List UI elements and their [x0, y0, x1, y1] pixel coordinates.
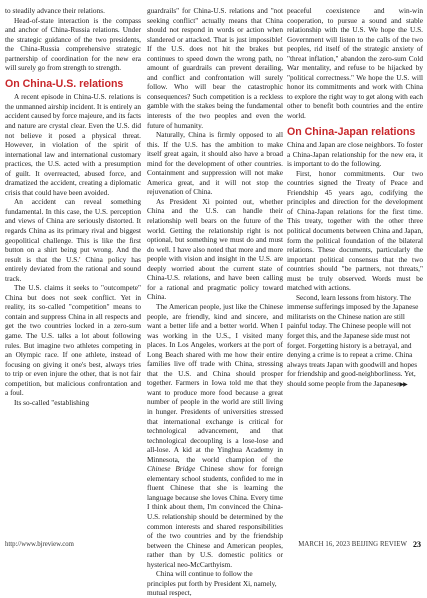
article-column-2 [147, 6, 283, 598]
paragraph: A recent episode in China-U.S. relations is the unmanned airship incident. It is entirely an accident caused by force majeure, and its facts and nature are crystal clear. Even the U.S. did not believe it posed a physical threat. However, in violation of the spirit of international law and international customary practices, the U.S. acted with a presumption of guilt. It overreacted, abused force, and dramatized the accident, creating a diplomatic crisis that could have been avoided. [5, 92, 141, 197]
page-number: 23 [413, 540, 421, 549]
paragraph-text: Second, learn lessons from history. The immense sufferings imposed by the Japanese militarists on the Chinese nation are still painful today. The Chinese people will not forget this, and the Japanese side must not forget. Forgetting history is a betrayal, and denying a crime is to repeat a crime. China always treats Japan with goodwill and hopes for friendship and good-neighborliness. Yet, should some people from the Japanese [287, 292, 419, 388]
paragraph: Head-of-state interaction is the compass and anchor of China-Russia relations. Under the strategic guidance of the two presidents, the China-Russia comprehensive strategic partnership of coordination for the new era will surely go from strength to strength. [5, 15, 141, 73]
paragraph [287, 293, 423, 390]
section-heading-china-japan: On China-Japan relations [287, 125, 416, 138]
paragraph [147, 302, 283, 569]
paragraph: Naturally, China is firmly opposed to all this. If the U.S. has the ambition to make itself great again, it should also have a broad mind for the development of other countries. Containment and suppression will not make America great, and it will not stop the rejuvenation of China. [147, 130, 283, 197]
article-column-3 [287, 6, 423, 530]
show-title: Chinese Bridge [147, 464, 196, 474]
paragraph: First, honor commitments. Our two countries signed the Treaty of Peace and Friendship 45 years ago, codifying the principles and direction for the development of China-Japan relations for the first time. This treaty, together with the other three political documents between China and Japan, form the political foundation of the bilateral relations. These documents, particularly the important political consensus that the two countries should "be partners, not threats," must be truly observed. Words must be matched with actions. [287, 168, 423, 293]
footer-url: http://www.bjreview.com [5, 541, 74, 548]
paragraph: peaceful coexistence and win-win cooperation, to pursue a sound and stable relationship with the U.S. We hope the U.S. Government will listen to the calls of the two peoples, rid itself of the strategic anxiety of "threat inflation," abandon the zero-sum Cold War mentality, and refuse to be hijacked by "political correctness." We hope the U.S. will honor its commitments and work with China to explore the right way to get along with each other to benefit both countries and the entire world. [287, 6, 423, 121]
paragraph: to steadily advance their relations. [5, 6, 105, 15]
paragraph-text: The American people, just like the Chinese people, are friendly, kind and sincere, and want a better life and a better world. When I was working in the U.S., I visited many places. In Los Angeles, workers at the port of Long Beach shared with me how their entire families live off trade with China, stressing that the U.S. and China should prosper together. Farmers in Iowa told me that they want to produce more food because a great number of people in the world are still living in hunger. Presidents of universities stressed that international exchange is critical for technological advancement, and that technological decoupling is a lose-lose and all-lose. A kid at the Yinghua Academy in Minnesota, the world champion of the [147, 301, 283, 464]
article-column-1 [5, 6, 141, 530]
paragraph: China and Japan are close neighbors. To foster a China-Japan relationship for the new era, it is important to do the following. [287, 140, 423, 169]
paragraph: As President Xi pointed out, whether China and the U.S. can handle their relationship well bears on the future of the world. Getting the relationship right is not optional, but something we must do and must do well. I have also noted that more and more people with vision and insight in the U.S. are deeply worried about the current state of China-U.S. relations, and have been calling for a rational and pragmatic policy toward China. [147, 196, 283, 302]
page-footer [5, 538, 421, 552]
paragraph: The U.S. claims it seeks to "outcompete" China but does not seek conflict. Yet in reality, its so-called "competition" means to contain and suppress China in all respects and get the two countries locked in a zero-sum game. The U.S. talks a lot about following rules. But imagine two athletes competing in an Olympic race. If one athlete, instead of focusing on giving it one's best, always tries to trip or even injure the other, that is not fair competition, but malicious confrontation and a foul. [5, 283, 141, 398]
section-heading-china-us: On China-U.S. relations [5, 77, 124, 90]
footer-issue-date: MARCH 16, 2023 BEIJING REVIEW [298, 541, 407, 548]
paragraph: Its so-called "establishing [14, 397, 90, 407]
paragraph-text: Chinese show for foreign elementary school students, confided to me in fluent Chinese that she is learning the language because she loves China. Every time I think about them, I'm convinced the China-U.S. relationship should be determined by the common interests and shared responsibilities of the two countries and by the friendship between the Chinese and American peoples, rather than by U.S. domestic politics or hysterical neo-McCarthyism. [147, 464, 283, 569]
continue-arrow-icon: ▶▶ [399, 381, 407, 388]
paragraph: guardrails" for China-U.S. relations and "not seeking conflict" actually means that China should not respond in words or action when slandered or attacked. That is just impossible! If the U.S. does not hit the brakes but continues to speed down the wrong path, no amount of guardrails can prevent derailing, and conflict and confrontation will surely follow. Who will bear the catastrophic consequences? Such competition is a reckless gamble with the stakes being the fundamental interests of the two peoples and even the future of humanity. [147, 6, 283, 130]
paragraph: An accident can reveal something fundamental. In this case, the U.S. perception and views of China are seriously distorted. It regards China as its primary rival and biggest geopolitical challenge. This is like the first button on a shirt being put wrong. And the result is that the U.S.' China policy has entirely deviated from the rational and sound track. [5, 197, 141, 283]
paragraph: China will continue to follow the principles put forth by President Xi, namely, mutual respect, [147, 569, 277, 598]
